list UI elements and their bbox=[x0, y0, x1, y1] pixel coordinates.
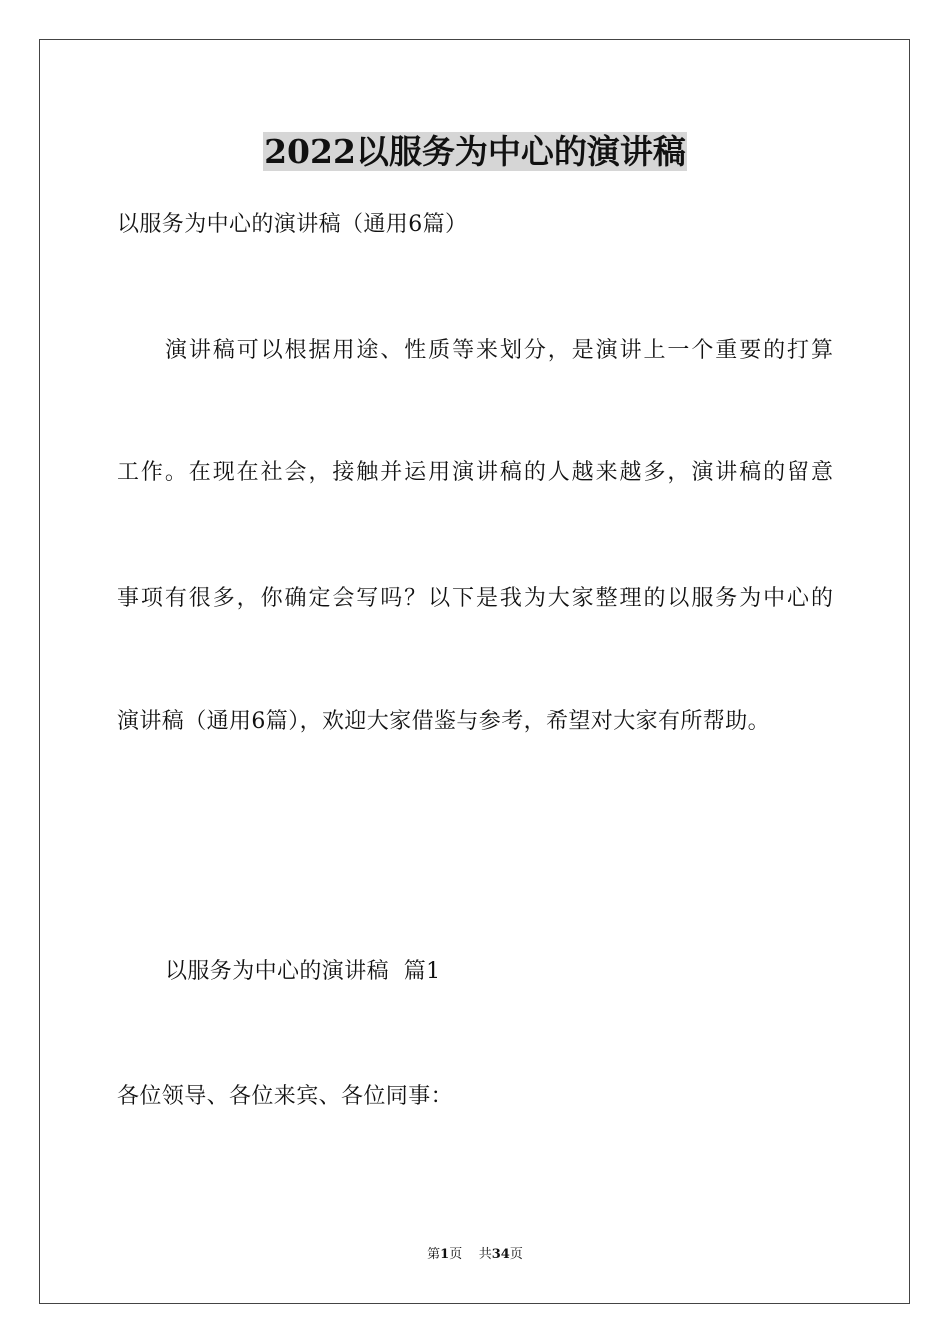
salutation: 各位领导、各位来宾、各位同事： bbox=[117, 1084, 454, 1109]
footer-page-number: 1 bbox=[440, 1247, 450, 1262]
document-title bbox=[0, 130, 950, 174]
footer-total-pages: 34 bbox=[491, 1247, 510, 1262]
subtitle: 以服务为中心的演讲稿（通用6篇） bbox=[117, 212, 468, 237]
footer-suffix: 页 bbox=[509, 1247, 523, 1262]
title-text: 2022以服务为中心的演讲稿 bbox=[264, 132, 686, 171]
footer-mid: 页 共 bbox=[449, 1247, 492, 1262]
intro-line-1: 演讲稿可以根据用途、性质等来划分，是演讲上一个重要的打算 bbox=[165, 338, 833, 363]
intro-line-4: 演讲稿（通用6篇），欢迎大家借鉴与参考，希望对大家有所帮助。 bbox=[117, 709, 770, 734]
intro-line-3: 事项有很多，你确定会写吗？以下是我为大家整理的以服务为中心的 bbox=[117, 586, 833, 611]
footer-prefix: 第 bbox=[427, 1247, 441, 1262]
page-footer bbox=[0, 1246, 950, 1264]
section-heading: 以服务为中心的演讲稿 篇1 bbox=[165, 959, 441, 984]
intro-line-2: 工作。在现在社会，接触并运用演讲稿的人越来越多，演讲稿的留意 bbox=[117, 460, 833, 485]
